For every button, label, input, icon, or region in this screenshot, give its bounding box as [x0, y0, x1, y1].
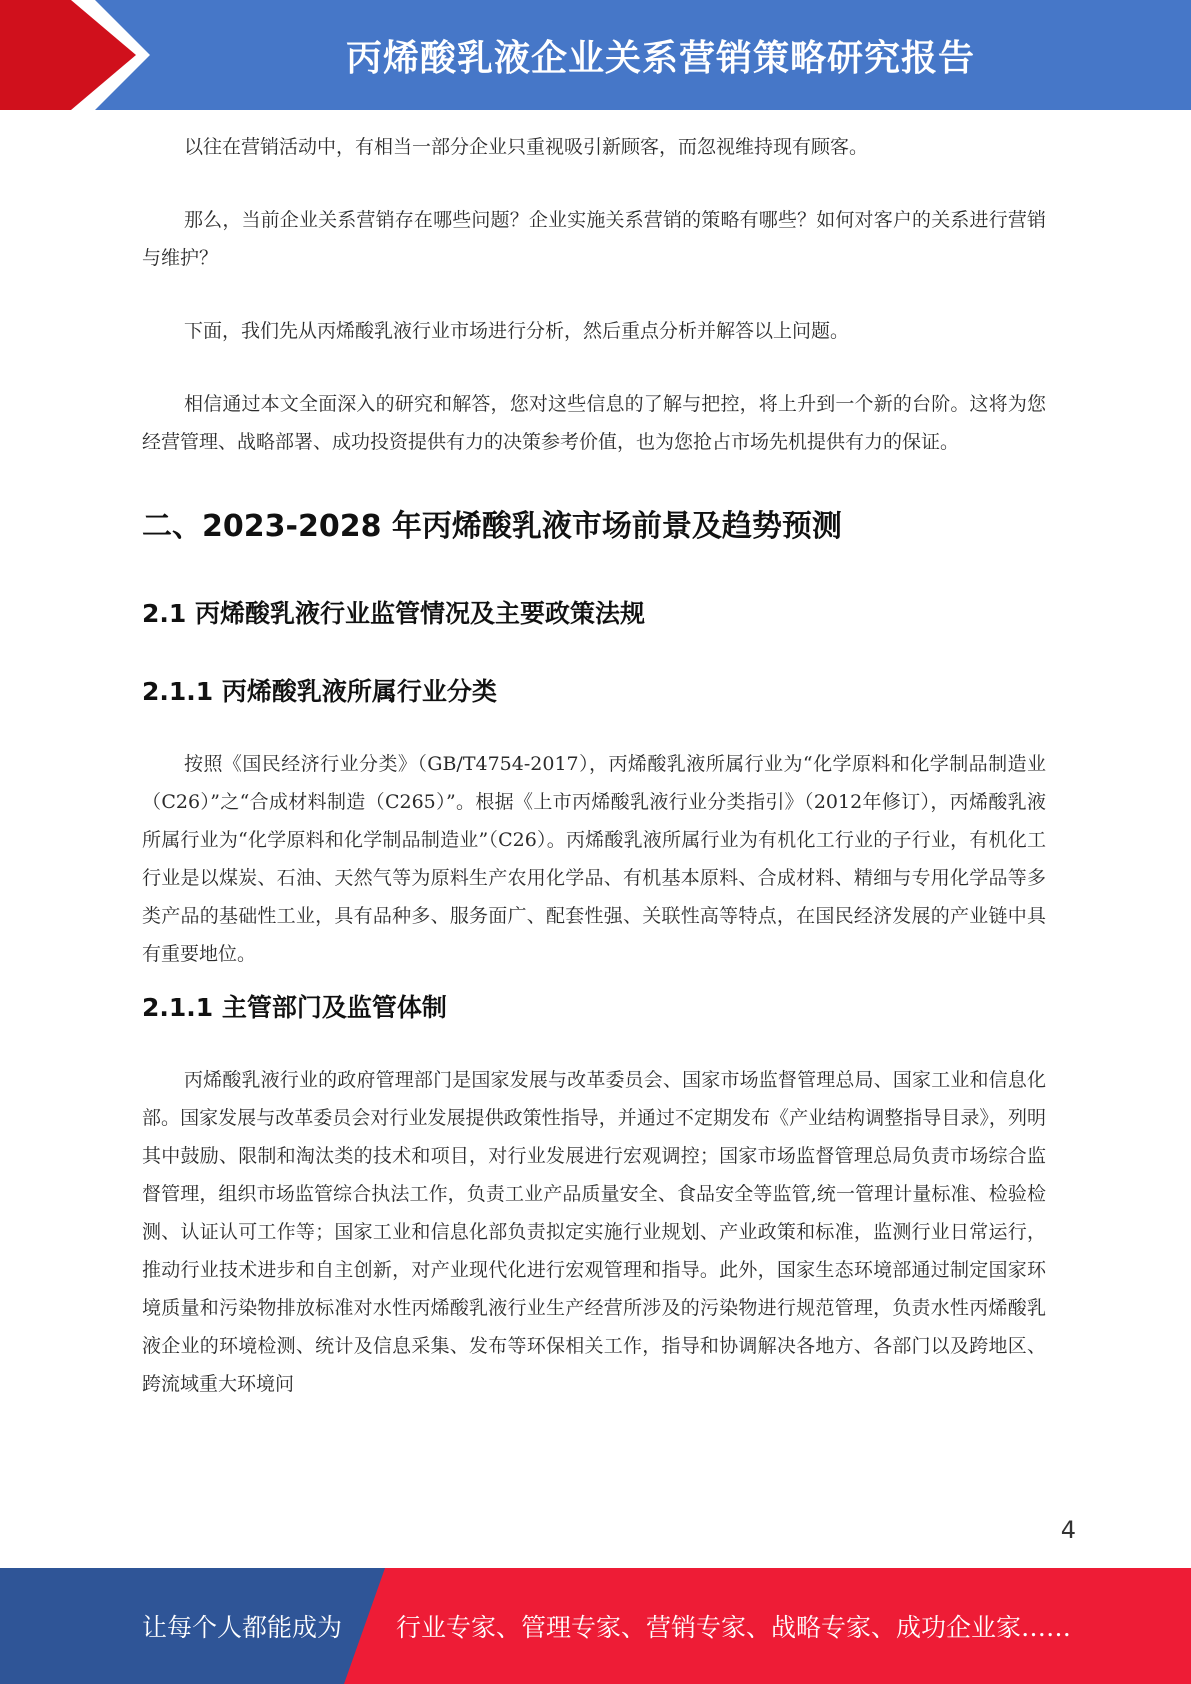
- footer-slogan-right: 行业专家、管理专家、营销专家、战略专家、成功企业家……: [396, 1613, 1072, 1642]
- intro-paragraph-1: 以往在营销活动中，有相当一部分企业只重视吸引新顾客，而忽视维持现有顾客。: [184, 136, 869, 158]
- regulator-heading: 2.1.1 主管部门及监管体制: [142, 993, 447, 1022]
- section-2-1-1-heading: 2.1.1 丙烯酸乳液所属行业分类: [142, 677, 497, 706]
- intro-paragraph-2: 那么，当前企业关系营销存在哪些问题？企业实施关系营销的策略有哪些？如何对客户的关系进行营销与维护？: [142, 209, 1046, 269]
- header-banner: [0, 0, 1191, 110]
- footer-banner: [0, 1568, 1191, 1684]
- section-2-1-heading: 2.1 丙烯酸乳液行业监管情况及主要政策法规: [142, 599, 645, 628]
- page-number: 4: [1060, 1516, 1076, 1544]
- intro-paragraph-4: 相信通过本文全面深入的研究和解答，您对这些信息的了解与把控，将上升到一个新的台阶。这将为您经营管理、战略部署、成功投资提供有力的决策参考价值，也为您抢占市场先机提供有力的保证。: [142, 393, 1046, 453]
- regulator-paragraph: 丙烯酸乳液行业的政府管理部门是国家发展与改革委员会、国家市场监督管理总局、国家工业和信息化部。国家发展与改革委员会对行业发展提供政策性指导，并通过不定期发布《产业结构调整指导目录》，列明其中鼓励、限制和淘汰类的技术和项目，对行业发展进行宏观调控；国家市场监督管理总局负责市场综合监督管理，组织市场监管综合执法工作，负责工业产品质量安全、食品安全等监管,统一管理计量标准、检验检测、认证认可工作等；国家工业和信息化部负责拟定实施行业规划、产业政策和标准，监测行业日常运行，推动行业技术进步和自主创新，对产业现代化进行宏观管理和指导。此外，国家生态环境部通过制定国家环境质量和污染物排放标准对水性丙烯酸乳液行业生产经营所涉及的污染物进行规范管理，负责水性丙烯酸乳液企业的环境检测、统计及信息采集、发布等环保相关工作，指导和协调解决各地方、各部门以及跨地区、跨流域重大环境问: [142, 1069, 1046, 1395]
- intro-paragraph-3: 下面，我们先从丙烯酸乳液行业市场进行分析，然后重点分析并解答以上问题。: [184, 320, 850, 342]
- footer-slogan-left: 让每个人都能成为: [142, 1613, 343, 1642]
- report-title: 丙烯酸乳液企业关系营销策略研究报告: [345, 37, 975, 79]
- main-content: [142, 128, 1046, 1403]
- section-2-heading: 二、2023-2028 年丙烯酸乳液市场前景及趋势预测: [142, 509, 842, 544]
- industry-classification-paragraph: 按照《国民经济行业分类》（GB/T4754-2017），丙烯酸乳液所属行业为“化学原料和化学制品制造业（C26）”之“合成材料制造（C265）”。根据《上市丙烯酸乳液行业分类指引》（2012年修订），丙烯酸乳液所属行业为“化学原料和化学制品制造业”（C26）。丙烯酸乳液所属行业为有机化工行业的子行业，有机化工行业是以煤炭、石油、天然气等为原料生产农用化学品、有机基本原料、合成材料、精细与专用化学品等多类产品的基础性工业，具有品种多、服务面广、配套性强、关联性高等特点，在国民经济发展的产业链中具有重要地位。: [142, 753, 1046, 965]
- chevron-red-shape: [0, 0, 136, 110]
